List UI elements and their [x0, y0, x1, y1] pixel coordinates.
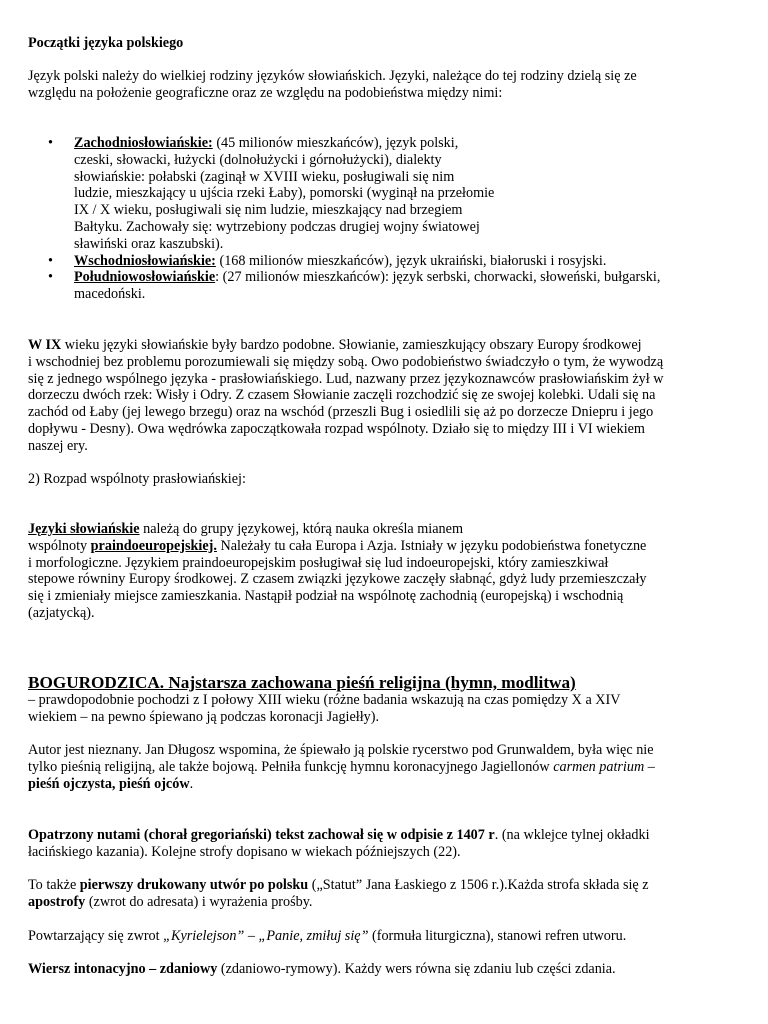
list-item-south: • Południowosłowiańskie: (27 milionów mieszkańców): język serbski, chorwacki, słoweński, bułgarski, macedoński. [48, 269, 661, 303]
refrain-paragraph: Powtarzający się zwrot „Kyrielejson” – „Panie, zmiłuj się” (formuła liturgiczna), stanowi refren utworu. [28, 928, 627, 944]
term-east: Wschodniosłowiańskie: [74, 252, 216, 269]
author-paragraph: Autor jest nieznany. Jan Długosz wspomina, że śpiewało ją polskie rycerstwo pod Grunwaldem, była więc nie tylko pieśnią religijną, ale także bojową. Pełniła funkcję hymnu koronacyjnego Jagiellonów carmen patrium – pieśń ojczysta, pieśń ojców. [28, 742, 655, 792]
bogurodzica-heading: BOGURODZICA. Najstarsza zachowana pieśń religijna (hymn, modlitwa) [28, 673, 576, 692]
bullet-icon: • [48, 252, 53, 269]
bullet-icon: • [48, 269, 53, 286]
slavic-languages-paragraph: Języki słowiańskie należą do grupy językowej, którą nauka określa mianem wspólnoty praindoeuropejskiej. Należały tu cała Europa i Azja. Istniały w języku podobieństwa fonetyczne i morfologiczne. Językiem praindoeuropejskim posługiwał się lud indoeuropejski, który zamieszkiwał stepowe równiny Europy środkowej. Z czasem związki językowe zaczęły słabnąć, gdyż ludy przemieszczały się i zmieniały miejsce zamieszkania. Nastąpił podział na wspólnotę zachodnią (europejską) i wschodnią (azjatycką). [28, 521, 647, 621]
ix-century-paragraph: W IX wieku języki słowiańskie były bardzo podobne. Słowianie, zamieszkujący obszary Europy środkowej i wschodniej bez problemu porozumiewali się między sobą. Owo podobieństwo świadczyło o tym, że wywodzą się z jednego wspólnego języka - prasłowiańskiego. Lud, nazwany przez językoznawców prasłowiańskim żył w dorzeczu dwóch rzek: Wisły i Odry. Z czasem Słowianie zaczęli rozchodzić się ze swojej kolebki. Udali się na zachód od Łaby (jej lewego brzegu) oraz na wschód (przeszli Bug i osiedlili się aż po dorzecze Dniepru i jego dopływu - Desny). Owa wędrówka zapoczątkowała rozpad wspólnoty. Działo się to między III i VI wiekiem naszej ery. [28, 337, 664, 454]
list-item-west: • Zachodniosłowiańskie: (45 milionów mieszkańców), język polski, czeski, słowacki, łużycki (dolnołużycki i górnołużycki), dialekty słowiańskie: połabski (zaginął w XVIII wieku, posługiwali się nim ludzie, mieszkający u ujścia rzeki Łaby), pomorski (wyginął na przełomie IX / X wieku, posługiwali się nim ludzie, mieszkający nad brzegiem Bałtyku. Zachowały się: wytrzebiony podczas drugiej wojny światowej sławiński oraz kaszubski). [48, 135, 495, 252]
intro-paragraph [28, 68, 728, 102]
language-groups-list [28, 135, 728, 303]
list-item-east: • Wschodniosłowiańskie: (168 milionów mieszkańców), język ukraiński, białoruski i rosyjski. [48, 252, 607, 269]
notes-paragraph: Opatrzony nutami (chorał gregoriański) tekst zachował się w odpisie z 1407 r. (na wklejce tylnej okładki łacińskiego kazania). Kolejne strofy dopisano w wiekach późniejszych (22). [28, 827, 650, 860]
document-title: Początki języka polskiego [28, 35, 184, 51]
intro-line: względu na położenie geograficzne oraz ze względu na podobieństwa między nimi: [28, 84, 503, 101]
bullet-icon: • [48, 135, 53, 151]
intro-line: Język polski należy do wielkiej rodziny języków słowiańskich. Języki, należące do tej rodziny dzielą się ze [28, 68, 637, 84]
verse-paragraph: Wiersz intonacyjno – zdaniowy (zdaniowo-rymowy). Każdy wers równa się zdaniu lub części zdania. [28, 961, 616, 977]
term-south: Południowosłowiańskie [74, 269, 216, 286]
bogurodzica-paragraph: – prawdopodobnie pochodzi z I połowy XIII wieku (różne badania wskazują na czas pomiędzy X a XIV wiekiem – na pewno śpiewano ją podczas koronacji Jagiełły). [28, 692, 621, 725]
printed-paragraph: To także pierwszy drukowany utwór po polsku („Statut” Jana Łaskiego z 1506 r.).Każda strofa składa się z apostrofy (zwrot do adresata) i wyrażenia prośby. [28, 877, 649, 910]
term-west: Zachodniosłowiańskie: [74, 135, 213, 151]
section-2-heading: 2) Rozpad wspólnoty prasłowiańskiej: [28, 471, 246, 487]
